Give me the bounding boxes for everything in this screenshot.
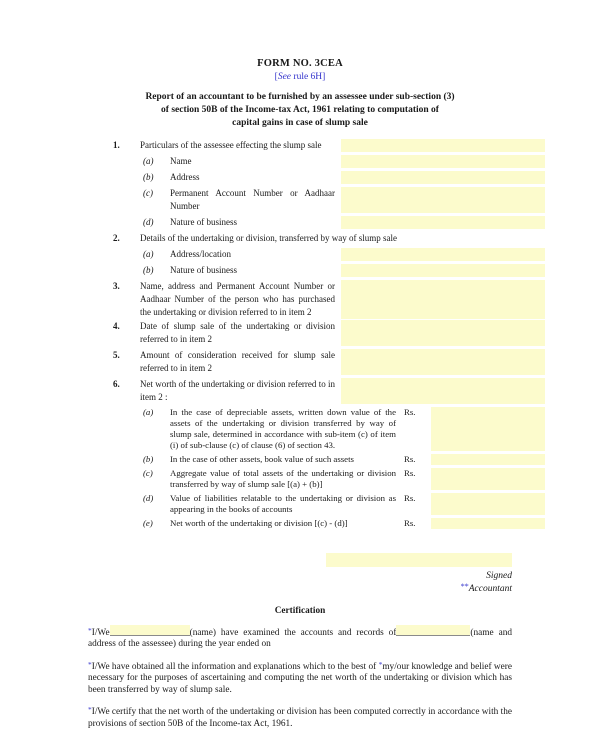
form-body bbox=[113, 139, 545, 529]
item-6b-letter: (b) bbox=[143, 454, 154, 464]
item-5-number: 5. bbox=[113, 350, 120, 360]
pan-aadhaar-field[interactable] bbox=[341, 187, 545, 213]
item-6c-letter: (c) bbox=[143, 468, 153, 478]
certification-paragraph-3 bbox=[88, 704, 512, 730]
item-6c-label: Aggregate value of total assets of the undertaking or division transferred by way of slump sale [(a) + (b)] bbox=[170, 468, 396, 489]
item-6b-row bbox=[113, 454, 545, 465]
item-6a-letter: (a) bbox=[143, 407, 154, 417]
name-field[interactable] bbox=[341, 155, 545, 168]
signed-label: Signed bbox=[486, 571, 512, 581]
purchaser-details-field[interactable] bbox=[341, 280, 545, 319]
footnote-star: * bbox=[378, 659, 383, 669]
cert-p1-text-2: (name) have examined the accounts and records of bbox=[189, 627, 397, 638]
certification-paragraph-2 bbox=[88, 659, 512, 697]
item-6d-rupees-label: Rs. bbox=[404, 493, 416, 503]
certification-paragraph-1 bbox=[88, 625, 512, 651]
net-worth-value-field[interactable] bbox=[431, 518, 545, 529]
item-1a-letter: (a) bbox=[143, 156, 154, 166]
item-1c-letter: (c) bbox=[143, 188, 153, 198]
item-6-number: 6. bbox=[113, 379, 120, 389]
item-3-number: 3. bbox=[113, 281, 120, 291]
consideration-amount-field[interactable] bbox=[341, 349, 545, 375]
assessee-name-blank[interactable] bbox=[396, 625, 470, 636]
assessee-particulars-field[interactable] bbox=[341, 139, 545, 152]
cert-p1-text-1: I/We bbox=[91, 627, 110, 638]
liabilities-value-field[interactable] bbox=[431, 493, 545, 515]
cert-p2-text-2: my/our knowledge and belief were necessary for the purposes of ascertaining and computing the net worth of the undertaking or division which has been transferred by way of slump sale. bbox=[88, 661, 512, 695]
item-4-row bbox=[113, 320, 545, 346]
item-6c-rupees-label: Rs. bbox=[404, 468, 416, 478]
item-2-number: 2. bbox=[113, 233, 120, 243]
rule-ref-see: See bbox=[277, 72, 292, 82]
item-6-label: Net worth of the undertaking or division referred to in item 2 : bbox=[140, 379, 335, 402]
item-6b-label: In the case of other assets, book value of such assets bbox=[170, 454, 354, 464]
signature-field[interactable] bbox=[326, 553, 512, 567]
item-2b-row bbox=[113, 264, 545, 277]
item-6d-letter: (d) bbox=[143, 493, 154, 503]
aggregate-assets-value-field[interactable] bbox=[431, 468, 545, 490]
item-6b-rupees-label: Rs. bbox=[404, 454, 416, 464]
item-6a-rupees-label: Rs. bbox=[404, 407, 416, 417]
item-1a-label: Name bbox=[170, 156, 192, 166]
item-3-label: Name, address and Permanent Account Number or Aadhaar Number of the person who has purchased the undertaking or division referred to in item 2 bbox=[140, 281, 335, 317]
other-assets-book-value-field[interactable] bbox=[431, 454, 545, 465]
item-1d-row bbox=[113, 216, 545, 229]
item-5-label: Amount of consideration received for slump sale referred to in item 2 bbox=[140, 350, 335, 373]
certification-title: Certification bbox=[274, 606, 326, 616]
item-1d-letter: (d) bbox=[143, 217, 154, 227]
item-1c-label: Permanent Account Number or Aadhaar Number bbox=[170, 188, 335, 211]
item-4-number: 4. bbox=[113, 321, 120, 331]
item-1-number: 1. bbox=[113, 140, 120, 150]
address-location-field[interactable] bbox=[341, 248, 545, 261]
item-6e-letter: (e) bbox=[143, 518, 153, 528]
item-2-row bbox=[113, 232, 545, 245]
item-6c-row bbox=[113, 468, 545, 490]
cert-p2-text-1: I/We have obtained all the information and explanations which to the best of bbox=[91, 661, 379, 672]
item-6a-row bbox=[113, 407, 545, 451]
form-title: FORM NO. 3CEA bbox=[257, 58, 343, 69]
item-6d-row bbox=[113, 493, 545, 515]
rule-ref-open-bracket: [ bbox=[274, 72, 278, 82]
item-6a-label: In the case of depreciable assets, written down value of the assets of the undertaking or division transferred by way of slump sale, determined in accordance with sub-item (c) of item (i) of sub-clause (c) of clause (6) of section 43. bbox=[170, 407, 396, 450]
address-field[interactable] bbox=[341, 171, 545, 184]
rule-reference bbox=[0, 72, 600, 82]
nature-of-business-field[interactable] bbox=[341, 216, 545, 229]
item-1d-label: Nature of business bbox=[170, 217, 237, 227]
item-2-label: Details of the undertaking or division, transferred by way of slump sale bbox=[140, 233, 397, 243]
depreciable-assets-wdv-field[interactable] bbox=[431, 407, 545, 451]
rule-ref-rest: rule 6H] bbox=[291, 72, 326, 82]
item-1b-letter: (b) bbox=[143, 172, 154, 182]
item-1b-label: Address bbox=[170, 172, 200, 182]
item-1-row bbox=[113, 139, 545, 152]
item-2a-row bbox=[113, 248, 545, 261]
item-2b-letter: (b) bbox=[143, 265, 154, 275]
item-6e-rupees-label: Rs. bbox=[404, 518, 416, 528]
undertaking-nature-of-business-field[interactable] bbox=[341, 264, 545, 277]
cert-p1-text-3: (name and address of the assessee) during the year ended on bbox=[88, 627, 512, 649]
accountant-line bbox=[88, 582, 512, 594]
item-6d-label: Value of liabilities relatable to the undertaking or division as appearing in the books of accounts bbox=[170, 493, 396, 514]
item-6e-row bbox=[113, 518, 545, 529]
form-description-line-3: capital gains in case of slump sale bbox=[232, 118, 368, 128]
accountant-label: Accountant bbox=[468, 584, 512, 594]
slump-sale-date-field[interactable] bbox=[341, 320, 545, 346]
form-description bbox=[0, 91, 600, 130]
item-5-row bbox=[113, 349, 545, 375]
accountant-footnote-marker: ** bbox=[460, 582, 469, 591]
form-header bbox=[0, 58, 600, 130]
item-4-label: Date of slump sale of the undertaking or division referred to in item 2 bbox=[140, 321, 335, 344]
item-1c-row bbox=[113, 187, 545, 213]
form-description-line-1: Report of an accountant to be furnished by an assessee under sub-section (3) bbox=[145, 92, 455, 102]
item-1b-row bbox=[113, 171, 545, 184]
item-6-row bbox=[113, 378, 545, 404]
item-3-row bbox=[113, 280, 545, 319]
item-1-label: Particulars of the assessee effecting the slump sale bbox=[140, 140, 322, 150]
accountant-name-blank[interactable] bbox=[110, 625, 190, 636]
item-2a-label: Address/location bbox=[170, 249, 231, 259]
item-6e-label: Net worth of the undertaking or division [(c) - (d)] bbox=[170, 518, 348, 528]
item-2a-letter: (a) bbox=[143, 249, 154, 259]
net-worth-field[interactable] bbox=[341, 378, 545, 404]
cert-p3-text: I/We certify that the net worth of the undertaking or division has been computed correctly in accordance with the provisions of section 50B of the Income-tax Act, 1961. bbox=[88, 707, 512, 729]
form-description-line-2: of section 50B of the Income-tax Act, 1961 relating to computation of bbox=[161, 105, 439, 115]
item-1a-row bbox=[113, 155, 545, 168]
item-2b-label: Nature of business bbox=[170, 265, 237, 275]
signature-block bbox=[88, 553, 512, 594]
footnote-star: * bbox=[88, 659, 92, 669]
certification-section bbox=[88, 606, 512, 730]
footnote-star: * bbox=[88, 705, 92, 714]
footnote-star: * bbox=[88, 625, 92, 635]
